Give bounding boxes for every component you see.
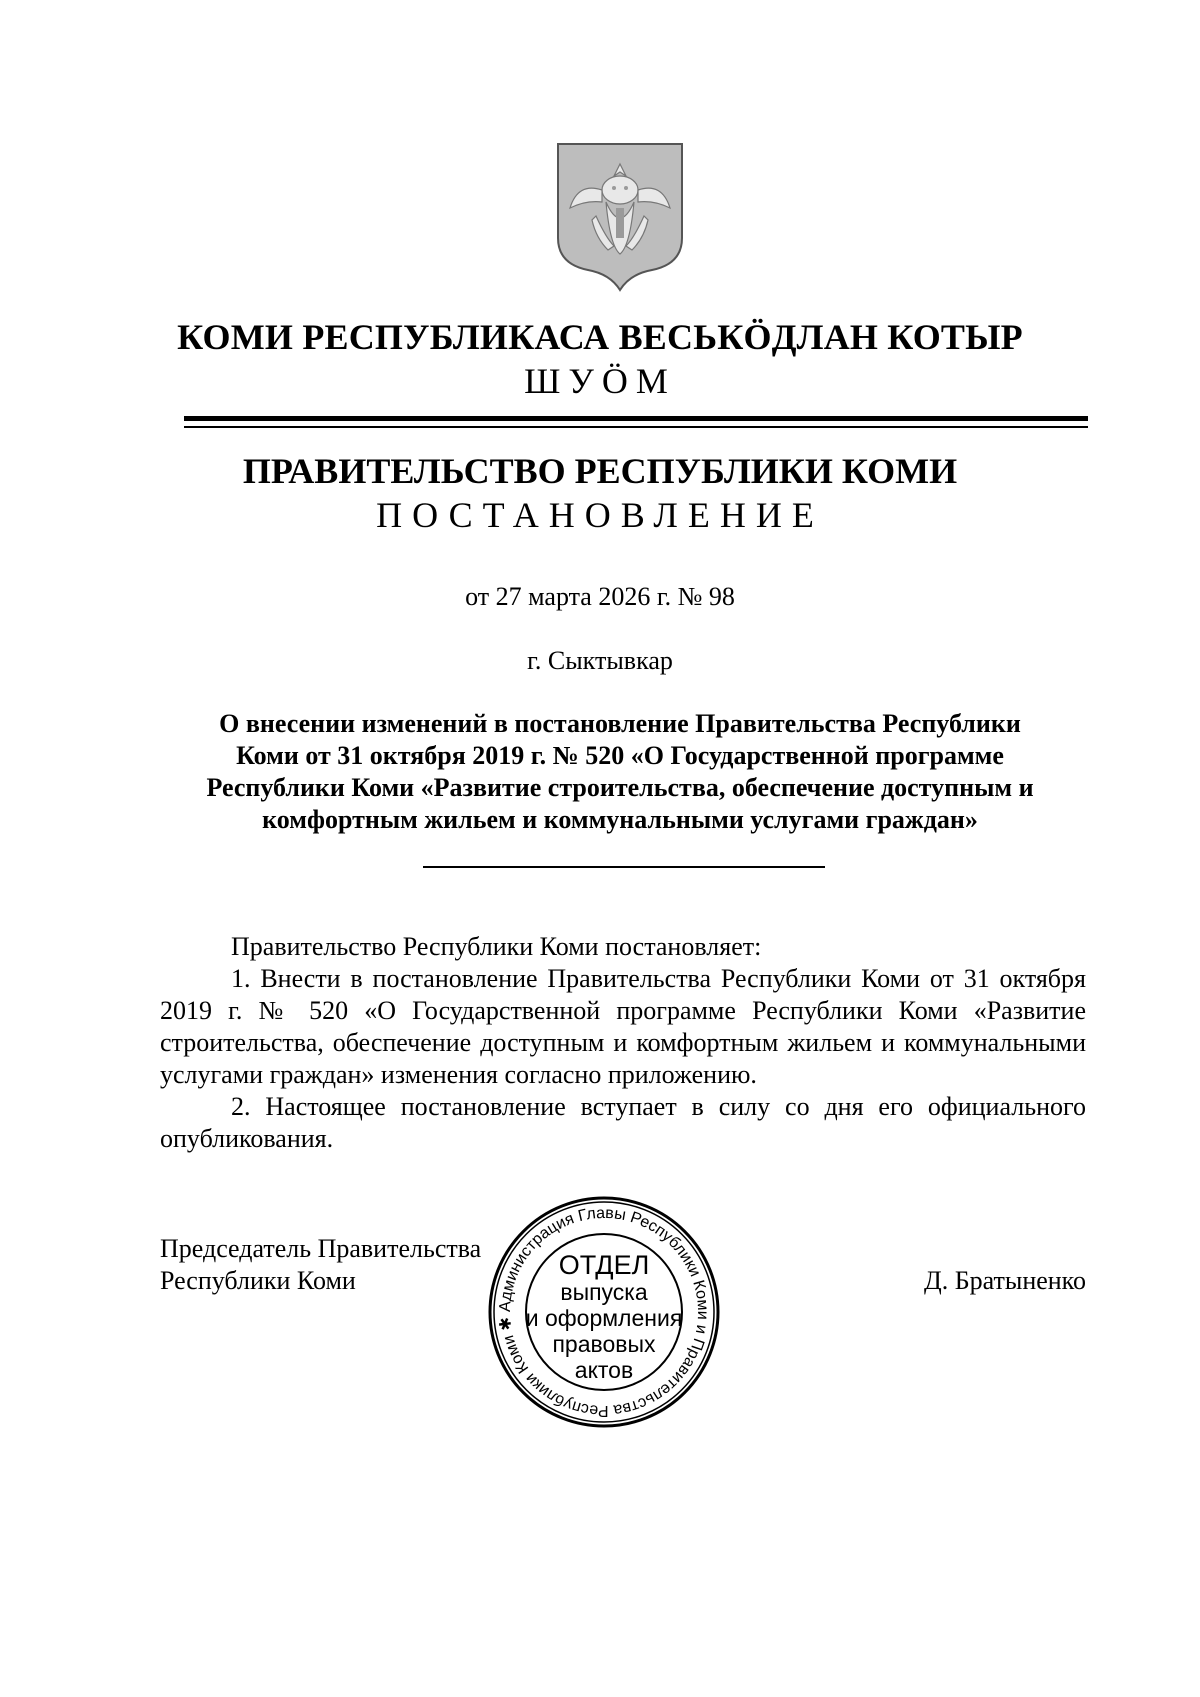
stamp-ring-text: Администрация Главы Республики Коми и Правительства Республики Коми ✱ [496, 1204, 712, 1420]
signatory-name: Д. Братыненко [923, 1266, 1086, 1295]
official-stamp [486, 1194, 722, 1430]
komi-document-type: ШУӦМ [524, 361, 676, 401]
decree-title-line: Республики Коми «Развитие строительства, обеспечение доступным и [206, 773, 1034, 802]
komi-government-title: КОМИ РЕСПУБЛИКАСА ВЕСЬКӦДЛАН КОТЫР [177, 317, 1023, 357]
signatory-position [160, 1233, 481, 1297]
government-title: ПРАВИТЕЛЬСТВО РЕСПУБЛИКИ КОМИ [242, 451, 958, 491]
body-paragraph: 1. Внести в постановление Правительства Республики Коми от 31 октября 2019 г. № 520 «О Государственной программе Республики Коми «Развитие строительства, обеспечение доступным и комфортным жильем и коммунальными услугами граждан» изменения согласно приложению. [160, 964, 1086, 1089]
document-type: ПОСТАНОВЛЕНИЕ [376, 495, 824, 535]
decree-title-line: Коми от 31 октября 2019 г. № 520 «О Государственной программе [236, 741, 1004, 770]
body-paragraph: Правительство Республики Коми постановляет: [231, 932, 762, 961]
date-and-number: от 27 марта 2026 г. № 98 [465, 582, 735, 611]
stamp-center-line: актов [574, 1357, 634, 1383]
decree-title [160, 708, 1080, 836]
signatory-position-line: Республики Коми [160, 1266, 356, 1295]
stamp-center-line: ОТДЕЛ [558, 1250, 650, 1280]
decree-body [160, 931, 1086, 1155]
stamp-center-line: правовых [552, 1331, 656, 1357]
decree-title-line: комфортным жильем и коммунальными услугами граждан» [262, 805, 978, 834]
coat-of-arms-icon [556, 142, 684, 292]
signatory-position-line: Председатель Правительства [160, 1234, 482, 1263]
decree-title-line: О внесении изменений в постановление Правительства Республики [219, 709, 1021, 738]
header-divider-thick [184, 416, 1088, 421]
title-underline [423, 866, 825, 868]
header-divider-thin [184, 426, 1088, 428]
body-paragraph: 2. Настоящее постановление вступает в силу со дня его официального опубликования. [160, 1092, 1086, 1153]
city: г. Сыктывкар [527, 646, 673, 675]
stamp-center-line: выпуска [560, 1279, 648, 1305]
stamp-center-line: и оформления [525, 1305, 683, 1331]
